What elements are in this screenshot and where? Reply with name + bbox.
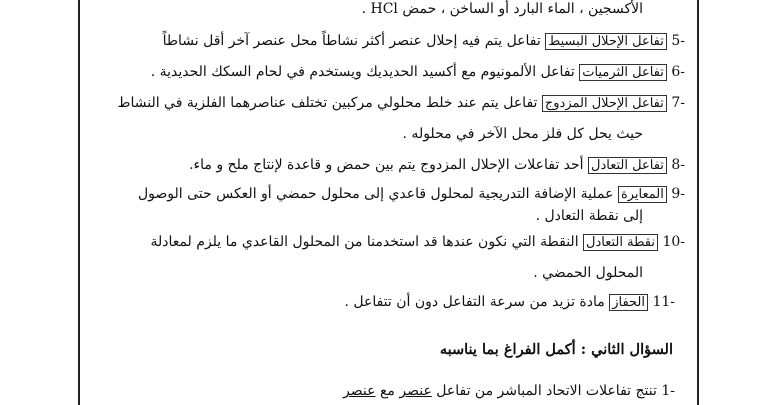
definition-7	[110, 93, 685, 114]
definition-8	[110, 155, 685, 176]
answer-word: عنصر	[399, 383, 432, 399]
definition-9	[110, 184, 685, 205]
item-number: -6	[671, 64, 685, 80]
definition-text: تفاعل الألمونيوم مع أكسيد الحديديك ويستخدم في لحام السكك الحديدية .	[150, 64, 575, 80]
item-number: -5	[671, 33, 685, 49]
item-number: -8	[671, 157, 685, 173]
term-box: المعايرة	[618, 186, 667, 203]
item-number: -9	[671, 186, 685, 202]
definition-text: تفاعل يتم فيه إحلال عنصر أكثر نشاطاً محل عنصر آخر أقل نشاطاً	[162, 33, 541, 49]
item-number: -1	[661, 383, 675, 399]
term-box: تفاعل الإحلال المزدوج	[542, 95, 667, 112]
left-margin-rule	[78, 0, 80, 405]
line-continuation-1: الأكسجين ، الماء البارد أو الساخن ، حمض HCl .	[361, 1, 643, 17]
definition-6	[110, 62, 685, 83]
definition-10	[110, 232, 685, 253]
term-box: تفاعل التعادل	[588, 157, 667, 174]
definition-11	[100, 292, 675, 313]
definition-text: النقطة التي نكون عندها قد استخدمنا من المحلول القاعدي ما يلزم لمعادلة	[150, 234, 579, 250]
line-continuation-10: المحلول الحمضي .	[533, 265, 643, 281]
definition-5	[110, 31, 685, 52]
item-number: -10	[662, 234, 685, 250]
definition-text: تفاعل يتم عند خلط محلولي مركبين تختلف عناصرهما الفلزية في النشاط	[117, 95, 538, 111]
term-box: تفاعل الثرميات	[579, 64, 667, 81]
term-box: الحفاز	[609, 294, 648, 311]
question-2-heading: السؤال الثاني : أكمل الفراغ بما يناسبه	[439, 341, 673, 358]
definition-text: عملية الإضافة التدريجية لمحلول قاعدي إلى محلول حمضي أو العكس حتى الوصول	[137, 186, 614, 202]
term-box: تفاعل الإحلال البسيط	[545, 33, 667, 50]
term-box: نقطة التعادل	[583, 234, 658, 251]
item-number: -11	[652, 294, 675, 310]
fill-blank-item-1: -1 تنتج تفاعلات الاتحاد المباشر من تفاعل عنصر مع عنصر	[343, 383, 675, 399]
line-continuation-9: إلى نقطة التعادل .	[535, 208, 643, 224]
item-number: -7	[671, 95, 685, 111]
line-continuation-7: حيث يحل كل فلز محل الآخر في محلوله .	[402, 126, 643, 142]
right-margin-rule	[697, 0, 699, 405]
definition-text: مادة تزيد من سرعة التفاعل دون أن تتفاعل .	[344, 294, 605, 310]
definition-text: أحد تفاعلات الإحلال المزدوج يتم بين حمض و قاعدة لإنتاج ملح و ماء.	[189, 157, 584, 173]
answer-word: عنصر	[343, 383, 376, 399]
